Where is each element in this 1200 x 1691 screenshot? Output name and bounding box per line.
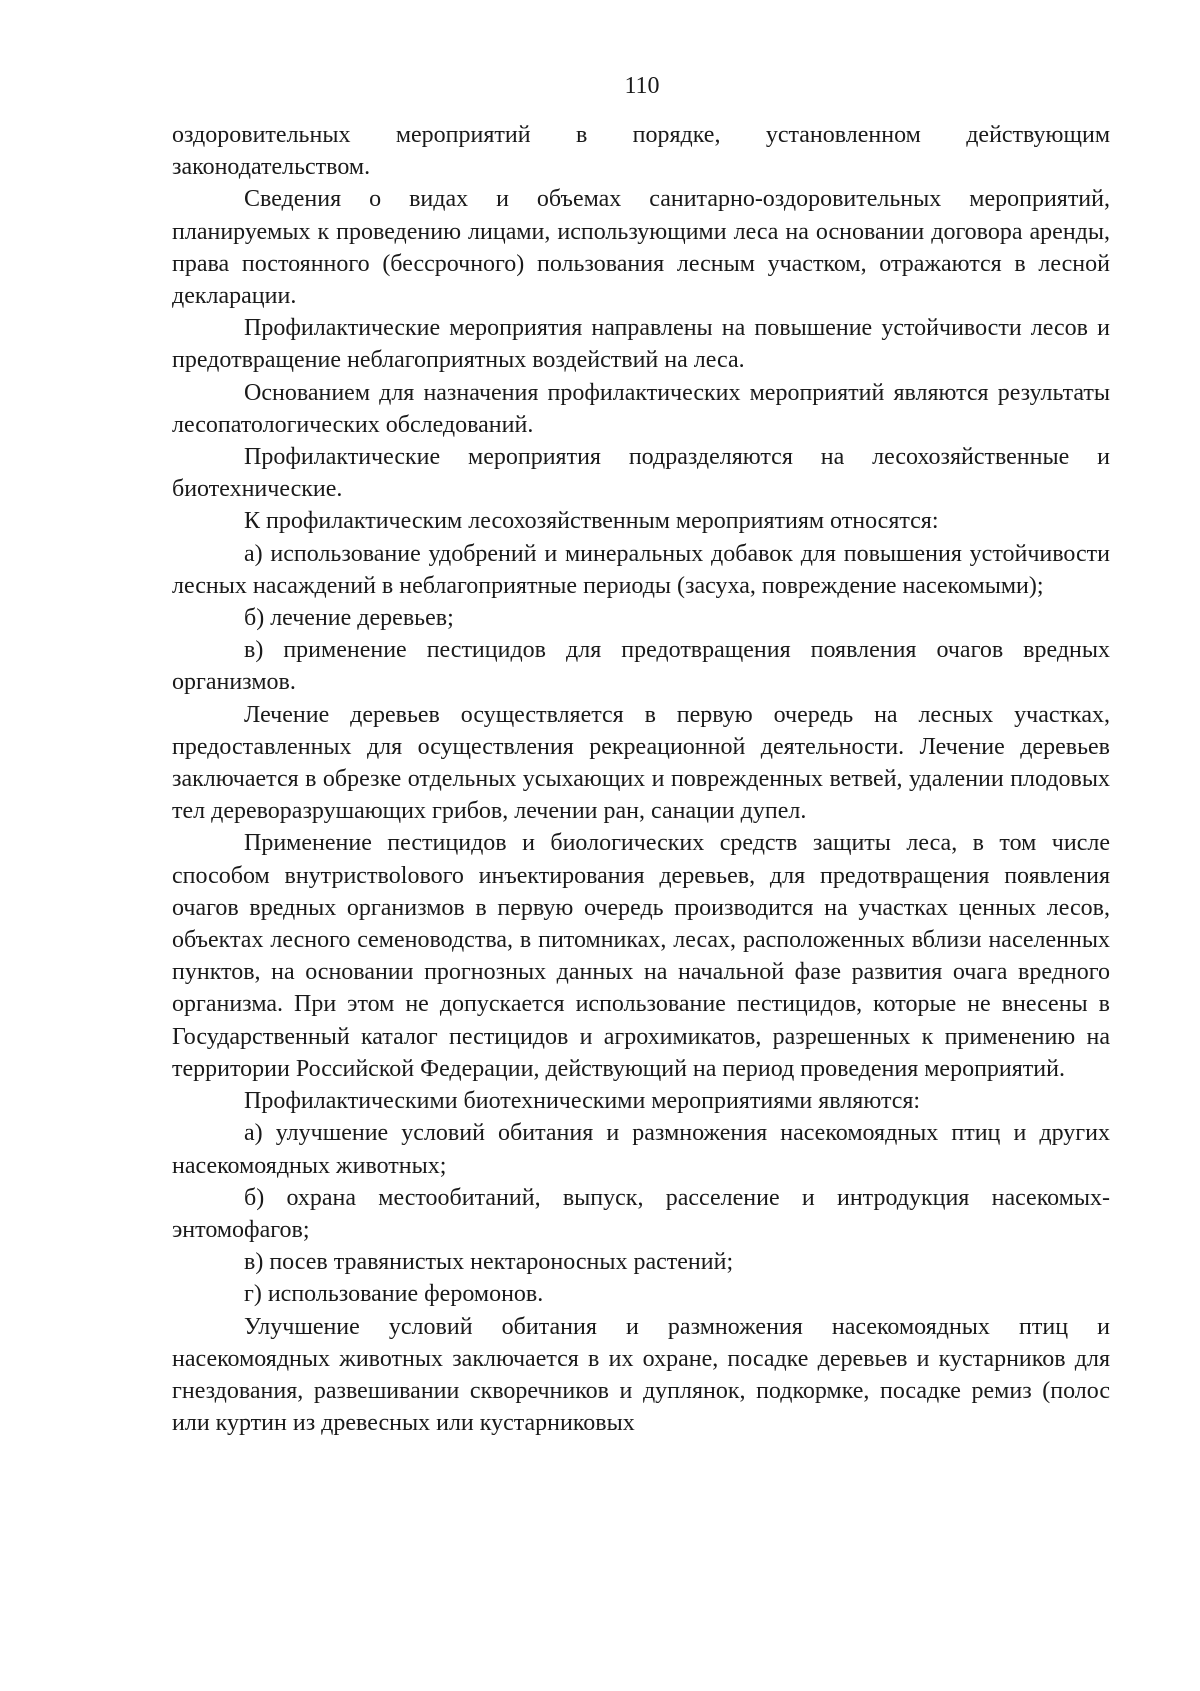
list-item: а) использование удобрений и минеральных добавок для повышения устойчивости лесных насаждений в неблагоприятные периоды (засуха, повреждение насекомыми); [172,540,1110,599]
paragraph: Лечение деревьев осуществляется в первую очередь на лесных участках, предоставленных для осуществления рекреационной деятельности. Лечение деревьев заключается в обрезке отдельных усыхающих и поврежденных ветвей, удалении плодовых тел дереворазрушающих грибов, лечении ран, санации дупел. [172,701,1110,825]
paragraph: Профилактическими биотехническими мероприятиями являются: [244,1088,921,1115]
body-text [172,119,1110,1439]
page-number: 110 [624,73,660,99]
paragraph: Основанием для назначения профилактических мероприятий являются результаты лесопатологических обследований. [172,379,1110,438]
paragraph: оздоровительных мероприятий в порядке, установленном действующим законодательством. [172,122,1110,181]
list-item: б) лечение деревьев; [244,605,454,632]
paragraph: Профилактические мероприятия подразделяются на лесохозяйственные и биотехнические. [172,444,1110,503]
list-item: а) улучшение условий обитания и размножения насекомоядных птиц и других насекомоядных животных; [172,1120,1110,1179]
paragraph: Профилактические мероприятия направлены на повышение устойчивости лесов и предотвращение неблагоприятных воздействий на леса. [172,315,1110,374]
paragraph: К профилактическим лесохозяйственным мероприятиям относятся: [244,508,939,535]
paragraph: Сведения о видах и объемах санитарно-оздоровительных мероприятий, планируемых к проведению лицами, использующими леса на основании договора аренды, права постоянного (бессрочного) пользования лесным участком, отражаются в лесной декларации. [172,186,1110,310]
paragraph: Применение пестицидов и биологических средств защиты леса, в том числе способом внутриствolового инъектирования деревьев, для предотвращения появления очагов вредных организмов в первую очередь производится на участках ценных лесов, объектах лесного семеноводства, в питомниках, лесах, расположенных вблизи населенных пунктов, на основании прогнозных данных на начальной фазе развития очага вредного организма. При этом не допускается использование пестицидов, которые не внесены в Государственный каталог пестицидов и агрохимикатов, разрешенных к применению на территории Российской Федерации, действующий на период проведения мероприятий. [172,830,1110,1082]
list-item: б) охрана местообитаний, выпуск, расселение и интродукция насекомых-энтомофагов; [172,1184,1110,1243]
paragraph: Улучшение условий обитания и размножения насекомоядных птиц и насекомоядных животных заключается в их охране, посадке деревьев и кустарников для гнездования, развешивании скворечников и дуплянок, подкормке, посадке ремиз (полос или куртин из древесных или кустарниковых [172,1313,1110,1437]
list-item: в) посев травянистых нектароносных растений; [244,1249,734,1276]
list-item: в) применение пестицидов для предотвращения появления очагов вредных организмов. [172,637,1110,696]
list-item: г) использование феромонов. [244,1281,544,1308]
